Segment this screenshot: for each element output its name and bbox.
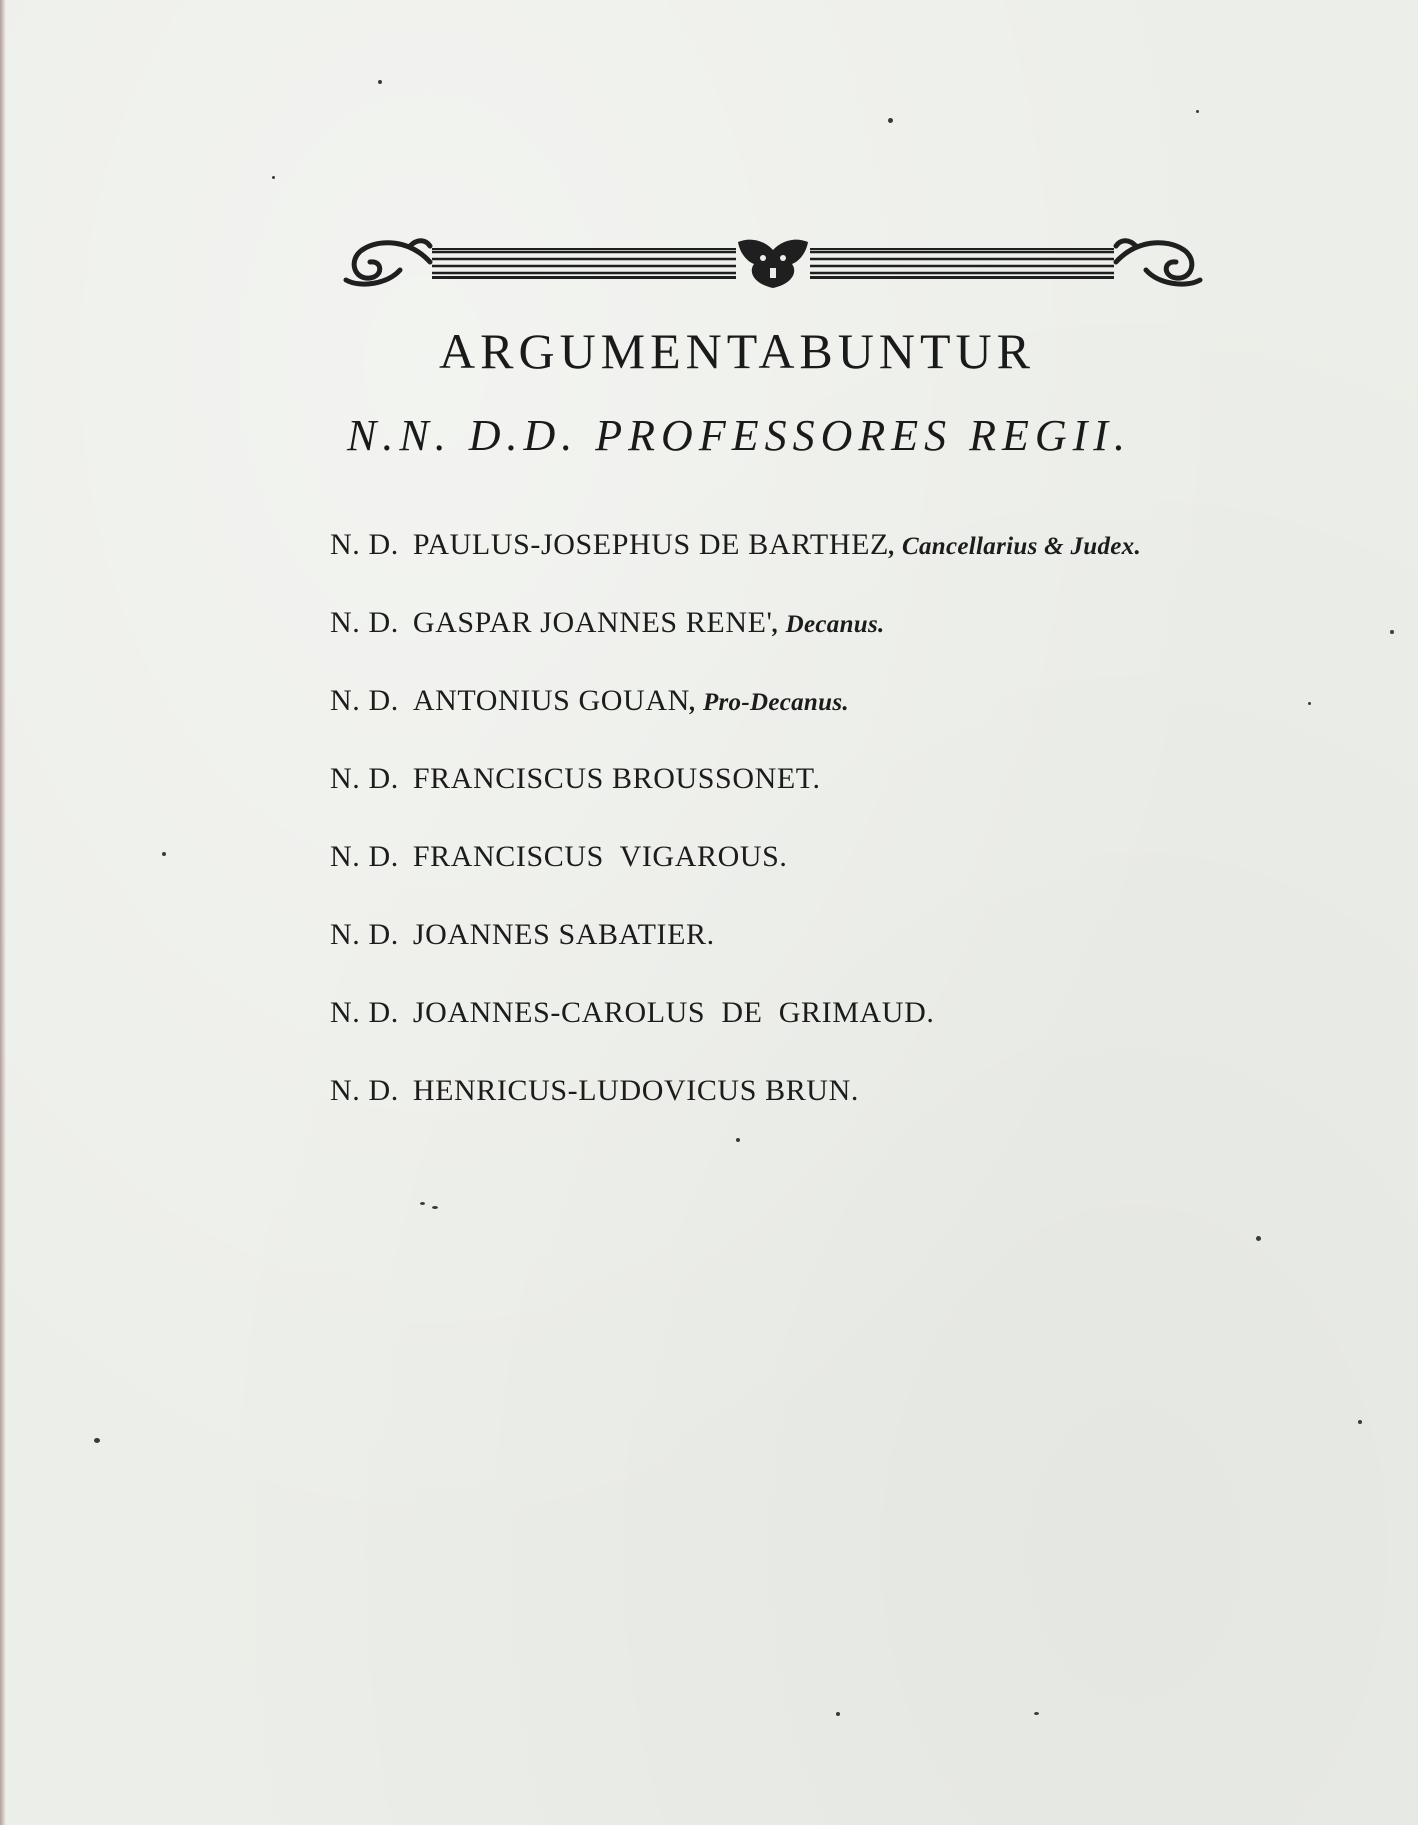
professor-office: , Cancellarius & Judex. [888,533,1142,560]
list-item [330,762,1330,840]
professor-name: FRANCISCUS BROUSSONET. [412,762,821,795]
paper-speck [420,1202,425,1205]
list-item [330,528,1330,606]
paper-speck [94,1438,100,1443]
paper-speck [1390,630,1394,634]
paper-speck [1256,1236,1261,1241]
professor-office: , Decanus. [772,611,885,638]
professor-list [330,528,1330,1152]
honorific-prefix: N. D. [330,606,399,639]
paper-speck [836,1712,840,1716]
page-subtitle: N.N. D.D. PROFESSORES REGII. [347,411,1131,460]
list-item [330,1074,1330,1152]
paper-speck [272,176,275,179]
professor-name: JOANNES-CAROLUS DE GRIMAUD. [412,996,935,1029]
paper-speck [432,1206,438,1209]
professor-name: JOANNES SABATIER. [412,918,715,951]
professor-name: ANTONIUS GOUAN [412,684,690,717]
list-item [330,684,1330,762]
professor-office: , Pro-Decanus. [689,689,849,716]
paper-speck [1196,110,1199,113]
honorific-prefix: N. D. [330,918,399,951]
honorific-prefix: N. D. [330,684,399,717]
list-item [330,606,1330,684]
paper-speck [378,80,382,84]
professor-name: HENRICUS-LUDOVICUS BRUN. [412,1074,859,1107]
honorific-prefix: N. D. [330,840,399,873]
professor-name: FRANCISCUS VIGAROUS. [412,840,788,873]
paper-speck [1034,1712,1039,1715]
honorific-prefix: N. D. [330,1074,399,1107]
professor-name: PAULUS-JOSEPHUS DE BARTHEZ [412,528,889,561]
page-title: ARGUMENTABUNTUR [439,323,1035,379]
paper-speck [162,852,166,856]
professor-name: GASPAR JOANNES RENE' [412,606,773,639]
paper-speck [888,118,893,123]
list-item [330,840,1330,918]
page-edge-shadow [0,0,6,1825]
honorific-prefix: N. D. [330,528,399,561]
honorific-prefix: N. D. [330,762,399,795]
list-item [330,918,1330,996]
paper-speck [1358,1420,1362,1424]
list-item [330,996,1330,1074]
honorific-prefix: N. D. [330,996,399,1029]
headpiece-ornament-icon [340,232,1206,290]
